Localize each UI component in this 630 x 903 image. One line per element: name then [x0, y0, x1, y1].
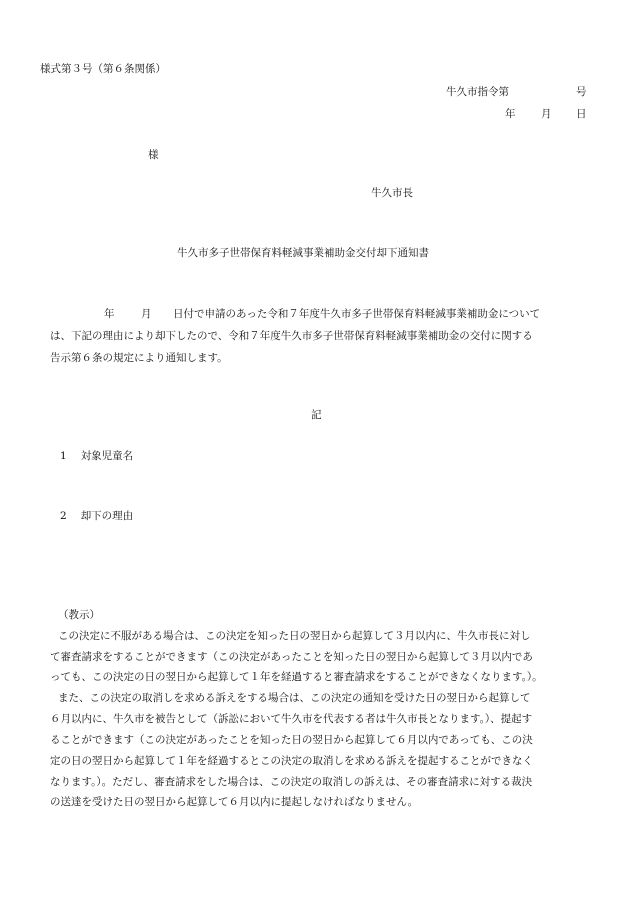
- intro-month: 月: [141, 308, 152, 320]
- item-2: [60, 511, 133, 522]
- ki-label: 記: [311, 409, 322, 421]
- doc-date-day: 日: [576, 108, 587, 120]
- notice-line: ６月以内に、牛久市を被告として（訴訟において牛久市を代表する者は牛久市長となります。）、提起す: [50, 713, 533, 725]
- notice-line: ることができます（この決定があったことを知った日の翌日から起算して６月以内であっても、この決: [50, 734, 533, 746]
- notice-line: また、この決定の取消しを求める訴えをする場合は、この決定の通知を受けた日の翌日から起算して: [58, 692, 531, 704]
- intro-line3: 告示第６条の規定により通知します。: [50, 352, 228, 364]
- intro-year: 年: [104, 308, 115, 320]
- notice-line: の送達を受けた日の翌日から起算して６月以内に提起しなければなりません。: [50, 796, 419, 808]
- item-number: 2: [60, 510, 67, 522]
- item-1: [60, 451, 133, 462]
- form-label: 様式第３号（第６条関係）: [40, 63, 166, 75]
- notice-heading: （教示）: [58, 609, 100, 621]
- addressee-suffix: 様: [148, 149, 159, 161]
- notice-line: て審査請求をすることができます（この決定があったことを知った日の翌日から起算して３月以内であ: [50, 651, 533, 663]
- notice-line: なります。）。ただし、審査請求をした場合は、この決定の取消しの訴えは、その審査請求に対する裁決: [50, 776, 533, 788]
- item-label: 対象児童名: [80, 450, 134, 462]
- notice-line: 定の日の翌日から起算して１年を経過するとこの決定の取消しを求める訴えを提起することができなく: [50, 755, 533, 767]
- doc-date-month: 月: [541, 108, 552, 120]
- doc-number-prefix: 牛久市指令第: [446, 86, 509, 98]
- doc-date-year: 年: [505, 108, 516, 120]
- issuer: 牛久市長: [371, 187, 413, 199]
- intro-line1: 日付で申請のあった令和７年度牛久市多子世帯保育料軽減事業補助金について: [173, 308, 541, 320]
- item-label: 却下の理由: [80, 510, 134, 522]
- notice-line: この決定に不服がある場合は、この決定を知った日の翌日から起算して３月以内に、牛久市長に対し: [58, 630, 531, 642]
- document-title: 牛久市多子世帯保育料軽減事業補助金交付却下通知書: [177, 247, 429, 259]
- notice-line: っても、この決定の日の翌日から起算して１年を経過すると審査請求をすることができなくなります。）。: [50, 671, 543, 683]
- intro-line2: は、下記の理由により却下したので、令和７年度牛久市多子世帯保育料軽減事業補助金の交付に関する: [50, 330, 533, 342]
- doc-number-suffix: 号: [576, 86, 587, 98]
- item-number: 1: [60, 450, 67, 462]
